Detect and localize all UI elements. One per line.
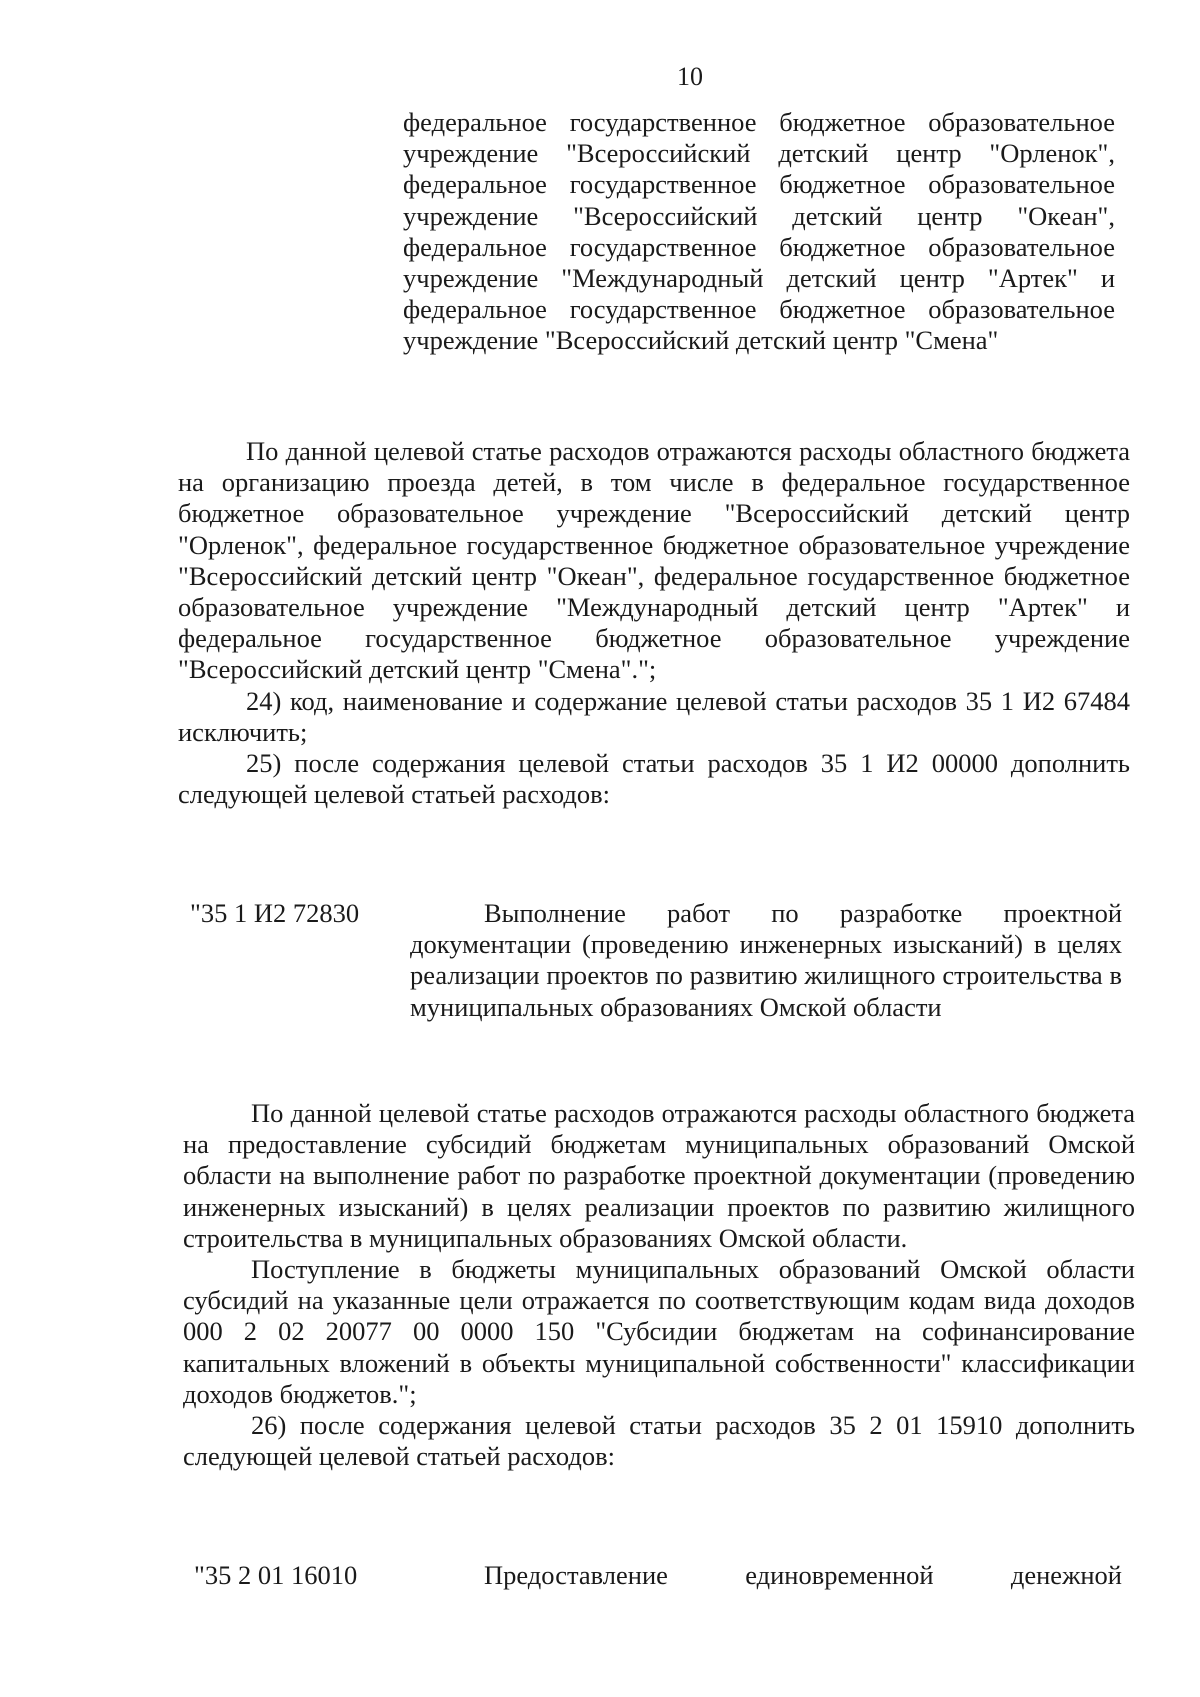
continuation-text-block: [403, 107, 1115, 357]
expense-description-72830: Выполнение работ по разработке проектной документации (проведению инженерных изысканий) в целях реализации проектов по развитию жилищного строительства в муниципальных образованиях Омской области: [410, 898, 1122, 1022]
expense-description-16010-block: [410, 1560, 1122, 1591]
paragraph-income-codes: Поступление в бюджеты муниципальных образований Омской области субсидий на указанные цели отражается по соответствующим кодам вида доходов 000 2 02 20077 00 0000 150 "Субсидии бюджетам на софинансирование капитальных вложений в объекты муниципальной собственности" классификации доходов бюджетов.";: [183, 1254, 1135, 1409]
item-26-paragraph: 26) после содержания целевой статьи расходов 35 2 01 15910 дополнить следующей целевой статьей расходов:: [183, 1410, 1135, 1472]
paragraph-expenses-travel: По данной целевой статье расходов отражаются расходы областного бюджета на организацию проезда детей, в том числе в федеральное государственное бюджетное образовательное учреждение "Всероссийский детский центр "Орленок", федеральное государственное бюджетное образовательное учреждение "Всероссийский детский центр "Океан", федеральное государственное бюджетное образовательное учреждение "Международный детский центр "Артек" и федеральное государственное бюджетное образовательное учреждение "Всероссийский детский центр "Смена".";: [178, 436, 1130, 685]
expense-code-16010: "35 2 01 16010: [194, 1560, 358, 1590]
expense-description-72830-block: [410, 898, 1122, 1023]
page-number: 10: [677, 62, 703, 91]
expense-code-72830: "35 1 И2 72830: [190, 898, 360, 928]
item-25-paragraph: 25) после содержания целевой статьи расходов 35 1 И2 00000 дополнить следующей целевой статьей расходов:: [178, 748, 1130, 810]
paragraph-subsidies: По данной целевой статье расходов отражаются расходы областного бюджета на предоставление субсидий бюджетам муниципальных образований Омской области на выполнение работ по разработке проектной документации (проведению инженерных изысканий) в целях реализации проектов по развитию жилищного строительства в муниципальных образованиях Омской области.: [183, 1098, 1135, 1253]
item-24-paragraph: 24) код, наименование и содержание целевой статьи расходов 35 1 И2 67484 исключить;: [178, 685, 1130, 747]
body-section-1: [178, 436, 1130, 810]
expense-description-16010: Предоставление единовременной денежной: [484, 1560, 1122, 1590]
continuation-text: федеральное государственное бюджетное образовательное учреждение "Всероссийский детский центр "Орленок", федеральное государственное бюджетное образовательное учреждение "Всероссийский детский центр "Океан", федеральное государственное бюджетное образовательное учреждение "Международный детский центр "Артек" и федеральное государственное бюджетное образовательное учреждение "Всероссийский детский центр "Смена": [403, 107, 1115, 356]
body-section-2: [183, 1098, 1135, 1472]
